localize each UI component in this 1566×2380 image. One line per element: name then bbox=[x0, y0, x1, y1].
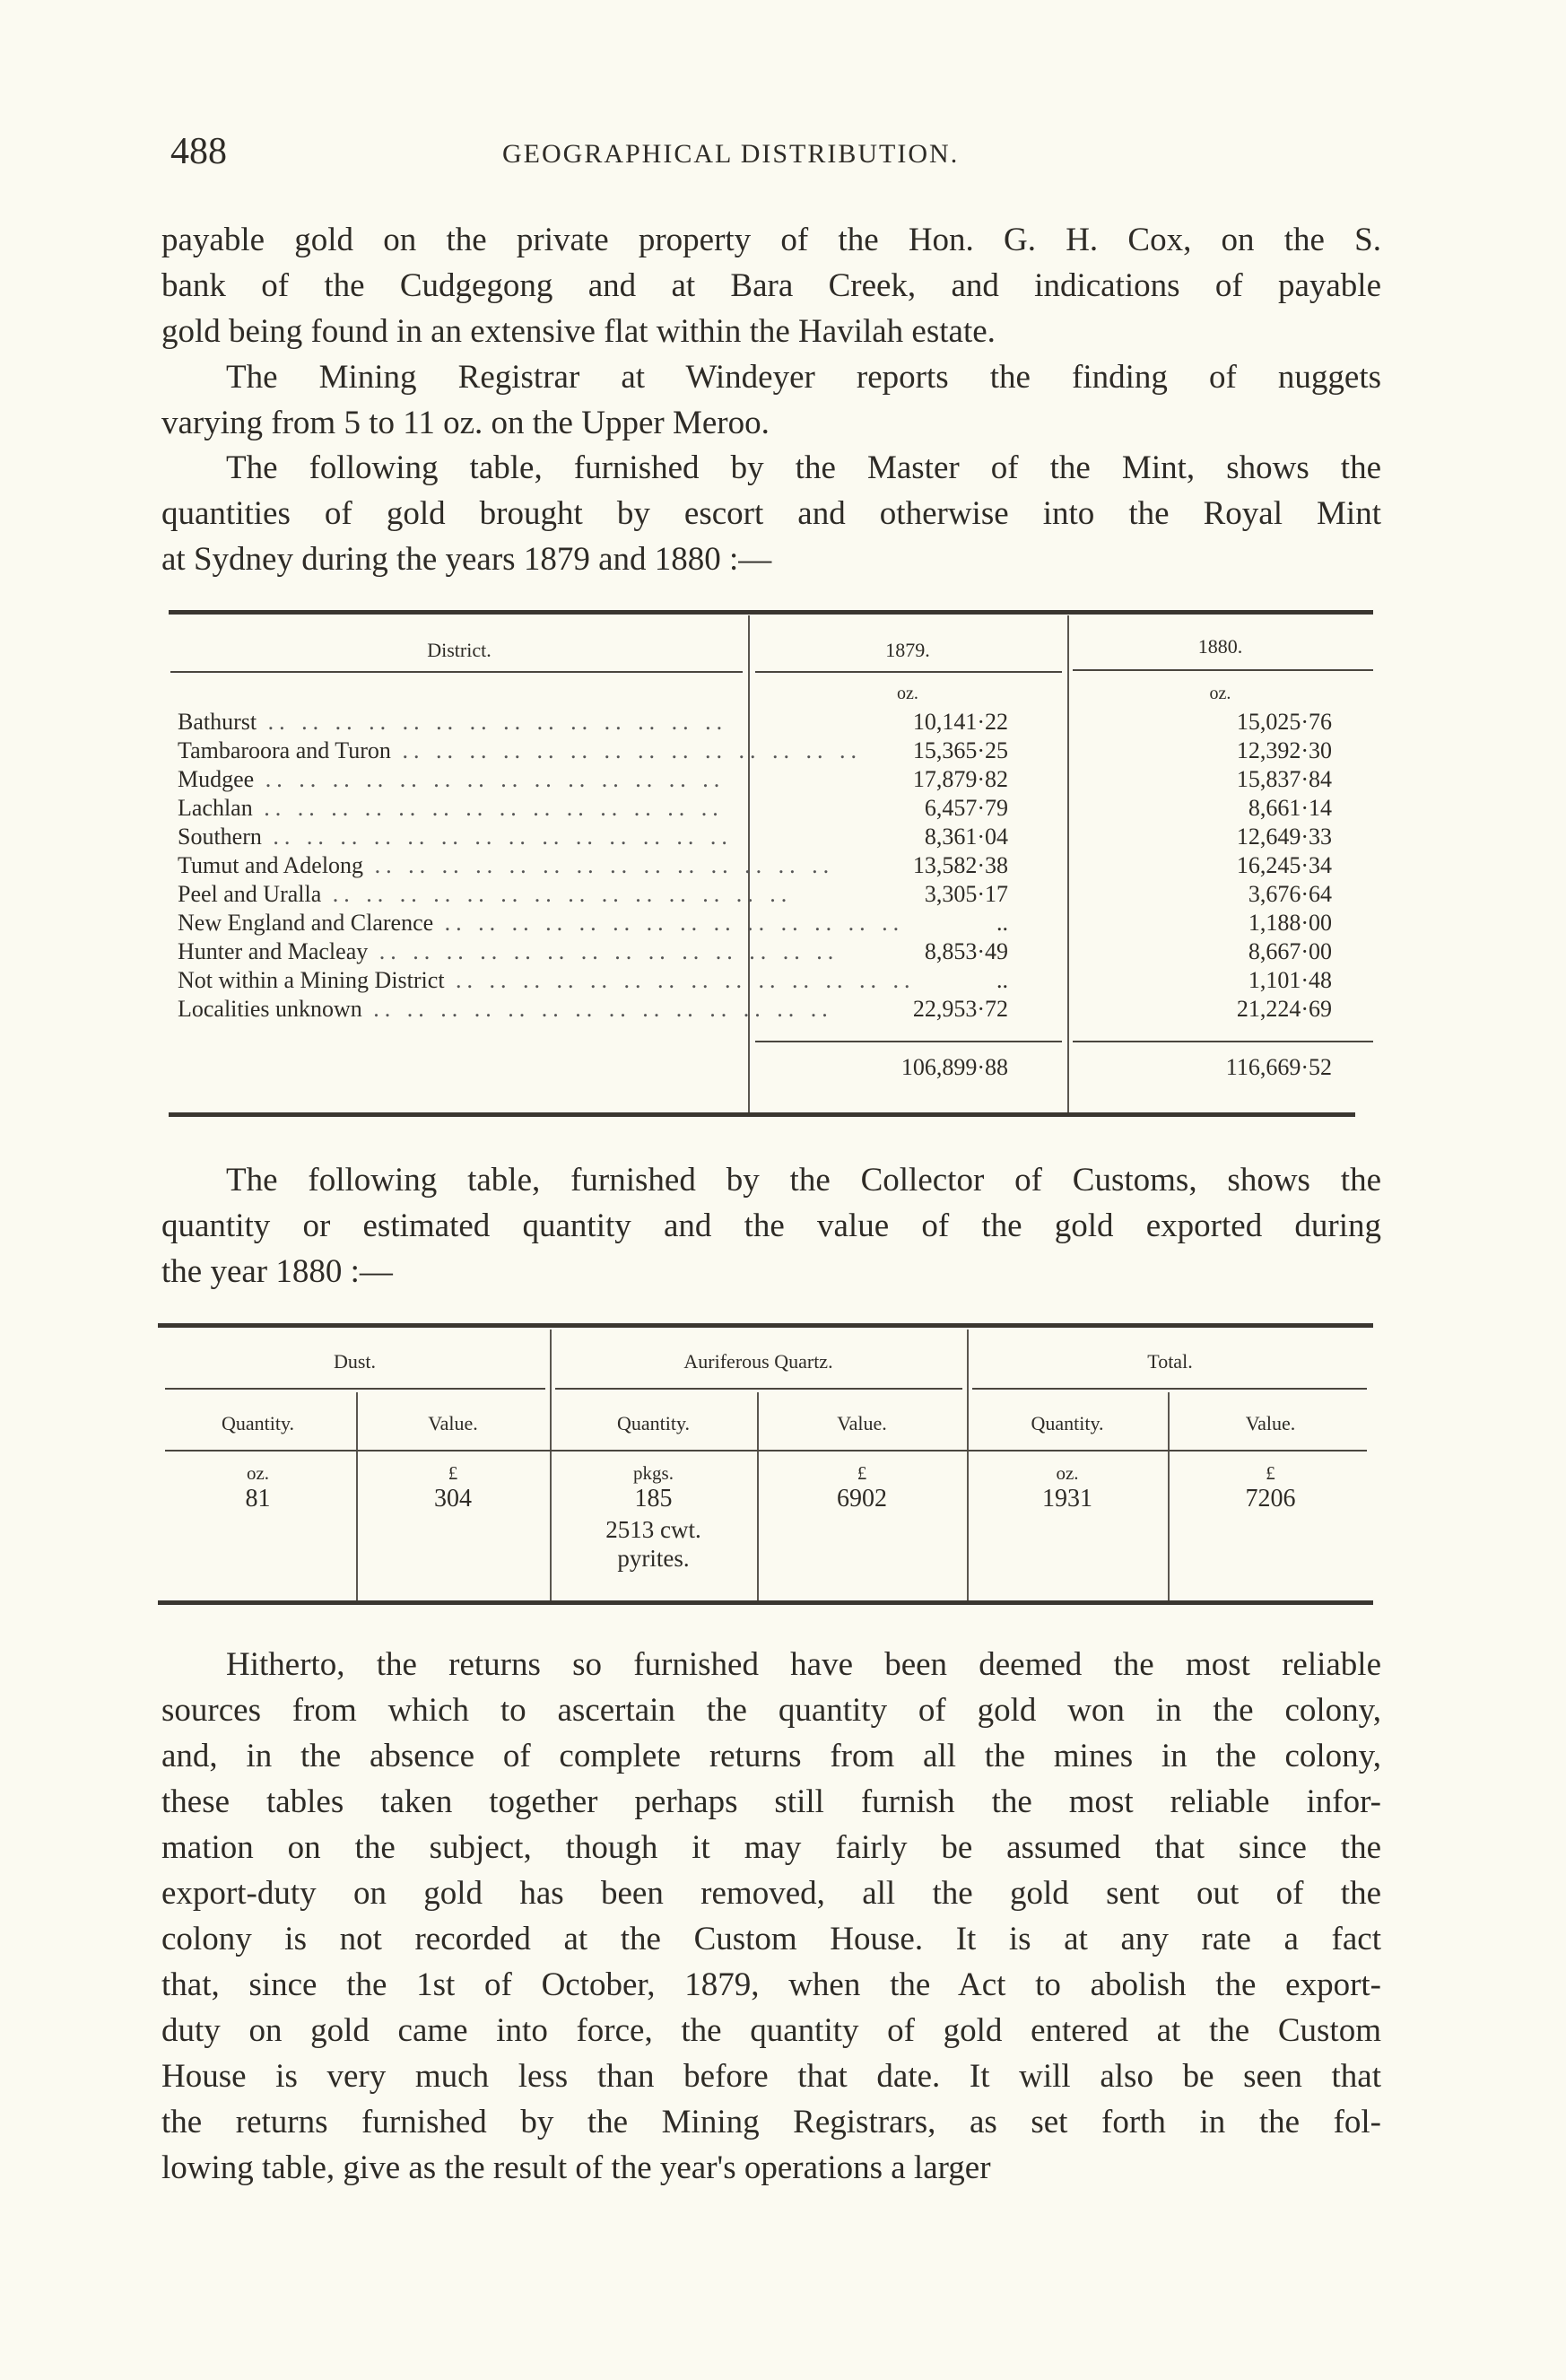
subheader: Quantity. bbox=[221, 1412, 295, 1434]
leader-dots: .. .. .. .. .. .. .. .. .. .. .. .. .. .. bbox=[368, 938, 840, 964]
subheader: Value. bbox=[837, 1412, 887, 1434]
text-line: and, in the absence of complete returns from all the mines in the colony, bbox=[161, 1738, 1381, 1774]
district-name bbox=[178, 852, 835, 879]
unit-label: £ bbox=[857, 1462, 867, 1484]
text-line: House is very much less than before that date. It will also be seen that bbox=[161, 2058, 1381, 2095]
table-bottom-rule bbox=[158, 1600, 1373, 1605]
text-line: colony is not recorded at the Custom House. It is at any rate a fact bbox=[161, 1921, 1381, 1957]
district-label: Bathurst bbox=[178, 709, 257, 735]
text-line: payable gold on the private property of the Hon. G. H. Cox, on the S. bbox=[161, 222, 1381, 258]
text-line: duty on gold came into force, the quantity of gold entered at the Custom bbox=[161, 2012, 1381, 2049]
header-1880: 1880. bbox=[1197, 635, 1243, 658]
district-label: Not within a Mining District bbox=[178, 967, 445, 993]
value-1880: 21,224·69 bbox=[1236, 996, 1332, 1022]
text-line: mation on the subject, though it may fairly be assumed that since the bbox=[161, 1829, 1381, 1866]
value-cell: 81 bbox=[245, 1485, 271, 1513]
unit-label: oz. bbox=[246, 1462, 270, 1484]
table-top-rule bbox=[158, 1323, 1373, 1328]
value-1880: 16,245·34 bbox=[1236, 852, 1332, 878]
value-1879: 17,879·82 bbox=[912, 766, 1008, 792]
district-name bbox=[178, 824, 738, 850]
leader-dots: .. .. .. .. .. .. .. .. .. .. .. .. .. .. bbox=[252, 795, 724, 821]
running-title: GEOGRAPHICAL DISTRIBUTION. bbox=[502, 139, 960, 169]
table-top-rule bbox=[169, 610, 1373, 615]
text-line: The following table, furnished by the Master of the Mint, shows the bbox=[226, 449, 1381, 486]
district-label: New England and Clarence bbox=[178, 910, 434, 936]
value-1879: 8,361·04 bbox=[924, 824, 1008, 850]
header-rule bbox=[1073, 669, 1373, 671]
value-1879: 10,141·22 bbox=[912, 709, 1008, 735]
district-label: Tambaroora and Turon bbox=[178, 737, 391, 763]
value-1879: 13,582·38 bbox=[912, 852, 1008, 878]
district-name bbox=[178, 881, 793, 908]
value-1879: 6,457·79 bbox=[924, 795, 1008, 821]
value-1880: 12,392·30 bbox=[1236, 737, 1332, 763]
value-1879: 15,365·25 bbox=[912, 737, 1008, 763]
district-label: Lachlan bbox=[178, 795, 253, 821]
leader-dots: .. .. .. .. .. .. .. .. .. .. .. .. .. .. bbox=[257, 709, 728, 735]
header-1879: 1879. bbox=[885, 639, 930, 661]
unit-1879: oz. bbox=[897, 684, 918, 703]
subheader: Quantity. bbox=[1031, 1412, 1104, 1434]
text-line: varying from 5 to 11 oz. on the Upper Meroo. bbox=[161, 405, 770, 441]
text-line: bank of the Cudgegong and at Bara Creek, and indications of payable bbox=[161, 267, 1381, 304]
text-line: at Sydney during the years 1879 and 1880 :— bbox=[161, 541, 772, 578]
page-number: 488 bbox=[170, 131, 227, 172]
value-1880: 1,188·00 bbox=[1248, 910, 1332, 936]
leader-dots: .. .. .. .. .. .. .. .. .. .. .. .. .. .. bbox=[261, 824, 733, 850]
leader-dots: .. .. .. .. .. .. .. .. .. .. .. .. .. .. bbox=[254, 766, 726, 792]
quartz-extra: pyrites. bbox=[617, 1545, 690, 1572]
value-cell: 185 bbox=[634, 1485, 673, 1513]
text-line: The Mining Registrar at Windeyer reports the finding of nuggets bbox=[226, 359, 1381, 396]
text-line: The following table, furnished by the Collector of Customs, shows the bbox=[226, 1162, 1381, 1199]
value-1880: 15,025·76 bbox=[1236, 709, 1332, 735]
district-name bbox=[178, 910, 905, 937]
text-line: lowing table, give as the result of the year's operations a larger bbox=[161, 2149, 991, 2186]
unit-1880: oz. bbox=[1209, 684, 1231, 703]
value-cell: 6902 bbox=[837, 1485, 887, 1513]
leader-dots: .. .. .. .. .. .. .. .. .. .. .. .. .. .. bbox=[444, 967, 916, 993]
leader-dots: .. .. .. .. .. .. .. .. .. .. .. .. .. .. bbox=[321, 881, 793, 907]
leader-dots: .. .. .. .. .. .. .. .. .. .. .. .. .. .. bbox=[363, 852, 835, 878]
unit-label: £ bbox=[448, 1462, 458, 1484]
header-rule bbox=[170, 671, 743, 673]
value-cell: 7206 bbox=[1245, 1485, 1296, 1513]
unit-label: oz. bbox=[1056, 1462, 1079, 1484]
value-cell: 304 bbox=[434, 1485, 472, 1513]
district-label: Mudgee bbox=[178, 766, 255, 792]
district-name bbox=[178, 737, 862, 764]
paragraph-4 bbox=[161, 1157, 1381, 1295]
text-line: the returns furnished by the Mining Registrars, as set forth in the fol- bbox=[161, 2104, 1381, 2140]
value-1880: 12,649·33 bbox=[1236, 824, 1332, 850]
district-label: Southern bbox=[178, 824, 262, 850]
district-name bbox=[178, 795, 738, 822]
district-name bbox=[178, 766, 738, 793]
value-1880: 8,667·00 bbox=[1248, 938, 1332, 964]
district-label: Localities unknown bbox=[178, 996, 362, 1022]
total-1879: 106,899·88 bbox=[900, 1054, 1008, 1080]
text-line: quantity or estimated quantity and the value of the gold exported during bbox=[161, 1207, 1381, 1244]
value-1879: 22,953·72 bbox=[912, 996, 1008, 1022]
group-dust: Dust. bbox=[333, 1350, 377, 1373]
group-quartz: Auriferous Quartz. bbox=[683, 1350, 833, 1373]
text-line: gold being found in an extensive flat within the Havilah estate. bbox=[161, 313, 996, 350]
subheader: Value. bbox=[1245, 1412, 1296, 1434]
group-total: Total. bbox=[1147, 1350, 1193, 1373]
group-rule bbox=[972, 1388, 1367, 1390]
text-line: that, since the 1st of October, 1879, when the Act to abolish the export- bbox=[161, 1966, 1381, 2003]
district-name bbox=[178, 938, 840, 965]
quartz-extra: 2513 cwt. bbox=[605, 1516, 701, 1543]
total-rule bbox=[1073, 1041, 1373, 1042]
unit-label: £ bbox=[1266, 1462, 1275, 1484]
table-bottom-rule bbox=[169, 1112, 1355, 1117]
leader-dots: .. .. .. .. .. .. .. .. .. .. .. .. .. .. bbox=[361, 996, 833, 1022]
paragraph-1 bbox=[161, 217, 1381, 354]
district-name bbox=[178, 967, 916, 994]
text-line: sources from which to ascertain the quantity of gold won in the colony, bbox=[161, 1692, 1381, 1729]
paragraph-5 bbox=[161, 1642, 1381, 2191]
text-line: export-duty on gold has been removed, all the gold sent out of the bbox=[161, 1875, 1381, 1912]
district-name bbox=[178, 709, 738, 736]
district-name bbox=[178, 996, 833, 1023]
value-1880: 1,101·48 bbox=[1248, 967, 1332, 993]
value-1880: 3,676·64 bbox=[1248, 881, 1332, 907]
value-1880: 8,661·14 bbox=[1248, 795, 1332, 821]
subheader-rule bbox=[165, 1450, 1367, 1452]
paragraph-3 bbox=[161, 445, 1381, 582]
header-rule bbox=[755, 671, 1062, 673]
leader-dots: .. .. .. .. .. .. .. .. .. .. .. .. .. .. bbox=[433, 910, 905, 936]
value-cell: 1931 bbox=[1042, 1485, 1092, 1513]
leader-dots: .. .. .. .. .. .. .. .. .. .. .. .. .. .. bbox=[390, 737, 862, 763]
total-rule bbox=[755, 1041, 1062, 1042]
value-1879: .. bbox=[996, 910, 1008, 936]
unit-label: pkgs. bbox=[633, 1462, 674, 1484]
value-1879: 8,853·49 bbox=[924, 938, 1008, 964]
paragraph-2 bbox=[161, 354, 1381, 446]
value-1879: 3,305·17 bbox=[924, 881, 1008, 907]
header-district: District. bbox=[427, 639, 492, 661]
district-label: Hunter and Macleay bbox=[178, 938, 369, 964]
district-label: Tumut and Adelong bbox=[178, 852, 364, 878]
group-rule bbox=[165, 1388, 545, 1390]
value-1880: 15,837·84 bbox=[1236, 766, 1332, 792]
group-rule bbox=[555, 1388, 962, 1390]
total-1880: 116,669·52 bbox=[1225, 1054, 1332, 1080]
district-label: Peel and Uralla bbox=[178, 881, 322, 907]
text-line: Hitherto, the returns so furnished have been deemed the most reliable bbox=[226, 1646, 1381, 1683]
text-line: quantities of gold brought by escort and otherwise into the Royal Mint bbox=[161, 495, 1381, 532]
text-line: these tables taken together perhaps still furnish the most reliable infor- bbox=[161, 1783, 1381, 1820]
subheader: Value. bbox=[428, 1412, 478, 1434]
value-1879: .. bbox=[996, 967, 1008, 993]
subheader: Quantity. bbox=[616, 1412, 691, 1434]
text-line: the year 1880 :— bbox=[161, 1253, 393, 1290]
